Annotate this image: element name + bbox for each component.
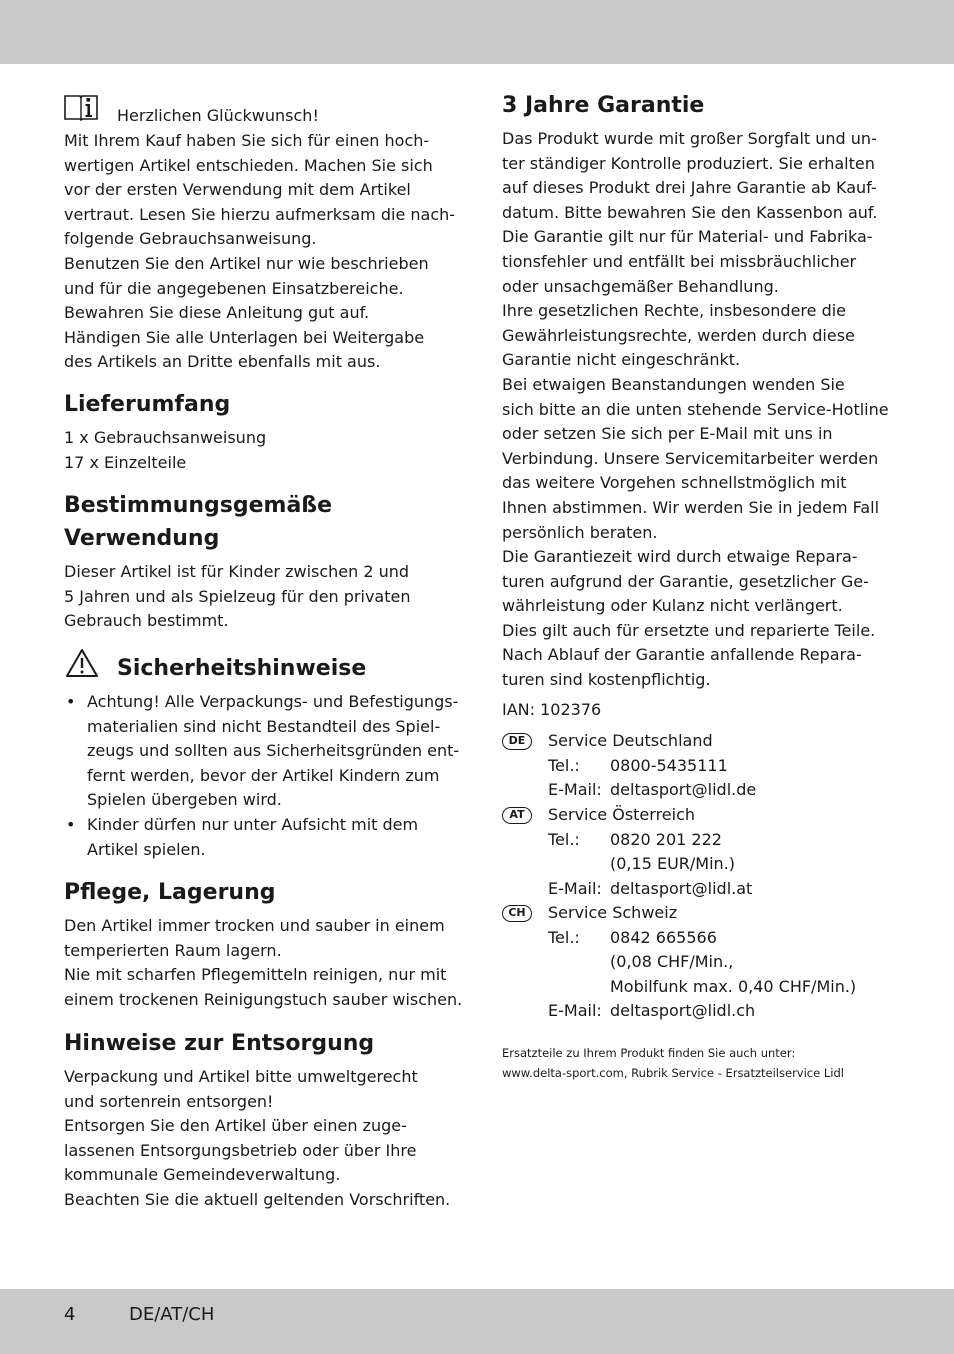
text-line: Ihre gesetzlichen Rechte, insbesondere die	[502, 301, 847, 321]
text-line: materialien sind nicht Bestandteil des Spiel-	[87, 716, 441, 736]
tel-label: Tel.:	[548, 927, 580, 947]
tel-label: Tel.:	[548, 755, 580, 775]
sicherheit-list	[64, 690, 459, 862]
tel-rate-mobile: Mobilfunk max. 0,40 CHF/Min.)	[610, 976, 857, 996]
heading-line: Bestimmungsgemäße	[64, 493, 333, 518]
text-line: vor der ersten Verwendung mit dem Artikel	[64, 180, 411, 200]
text-line: und für die angegebenen Einsatzbereiche.	[64, 278, 404, 298]
text-line: Benutzen Sie den Artikel nur wie beschrieben	[64, 253, 429, 273]
list-item	[64, 813, 459, 862]
tel-number: 0820 201 222	[610, 829, 722, 849]
entsorgung-heading: Hinweise zur Entsorgung	[64, 1031, 375, 1056]
list-item	[64, 690, 459, 813]
text-line: Verbindung. Unsere Servicemitarbeiter werden	[502, 448, 879, 468]
text-line: folgende Gebrauchsanweisung.	[64, 229, 317, 249]
tel-label: Tel.:	[548, 829, 580, 849]
text-line: Garantie nicht eingeschränkt.	[502, 350, 741, 370]
service-de-block	[502, 729, 902, 803]
service-name: Service Deutschland	[548, 731, 713, 750]
mail-address[interactable]: deltasport@lidl.at	[610, 878, 753, 898]
text-line: Verpackung und Artikel bitte umweltgerecht	[64, 1067, 418, 1086]
mail-address[interactable]: deltasport@lidl.ch	[610, 1001, 756, 1020]
text-line: Artikel spielen.	[87, 839, 206, 859]
intro-text	[64, 129, 455, 375]
mail-label: E-Mail:	[548, 878, 602, 898]
verwendung-text	[64, 560, 410, 634]
text-line: Bei etwaigen Beanstandungen wenden Sie	[502, 374, 845, 394]
text-line: Gewährleistungsrechte, werden durch diese	[502, 325, 855, 345]
pflege-heading: Pflege, Lagerung	[64, 880, 276, 905]
text-line: tionsfehler und entfällt bei missbräuchlicher	[502, 251, 857, 271]
top-band	[0, 0, 954, 64]
entsorgung-text	[64, 1065, 450, 1213]
text-line: ter ständiger Kontrolle produziert. Sie erhalten	[502, 153, 875, 173]
lieferumfang-list	[64, 426, 266, 475]
text-line: sich bitte an die unten stehende Service-Hotline	[502, 399, 889, 419]
text-line: 1 x Gebrauchsanweisung	[64, 428, 267, 447]
text-line: Ersatzteile zu Ihrem Produkt finden Sie auch unter:	[502, 1046, 796, 1060]
tel-rate: (0,08 CHF/Min.,	[610, 952, 734, 971]
country-badge-at: AT	[502, 807, 532, 824]
text-line: turen sind kostenpflichtig.	[502, 670, 711, 690]
text-line: Bewahren Sie diese Anleitung gut auf.	[64, 303, 370, 323]
text-line: einem trockenen Reinigungstuch sauber wischen.	[64, 989, 463, 1009]
text-line: fernt werden, bevor der Artikel Kindern zum	[87, 765, 440, 785]
text-line: Entsorgen Sie den Artikel über einen zuge-	[64, 1116, 407, 1136]
footer-band	[0, 1289, 954, 1354]
warning-triangle-icon	[65, 648, 99, 678]
lieferumfang-heading: Lieferumfang	[64, 392, 231, 417]
text-line: Spielen übergeben wird.	[87, 790, 282, 810]
mail-label: E-Mail:	[548, 780, 602, 799]
mail-address[interactable]: deltasport@lidl.de	[610, 780, 757, 799]
service-name: Service Österreich	[548, 805, 696, 824]
text-line: Den Artikel immer trocken und sauber in einem	[64, 916, 445, 935]
text-line: Dieser Artikel ist für Kinder zwischen 2 und	[64, 562, 410, 581]
text-line: wertigen Artikel entschieden. Machen Sie sich	[64, 155, 433, 175]
text-line: datum. Bitte bewahren Sie den Kassenbon auf.	[502, 202, 878, 222]
language-codes: DE/AT/CH	[129, 1304, 215, 1325]
text-line: kommunale Gemeindeverwaltung.	[64, 1165, 341, 1185]
verwendung-heading	[64, 489, 332, 555]
text-line: Nie mit scharfen Pflegemitteln reinigen, nur mit	[64, 965, 447, 985]
text-line: Händigen Sie alle Unterlagen bei Weitergabe	[64, 327, 425, 347]
text-line: 5 Jahren und als Spielzeug für den privaten	[64, 586, 411, 606]
text-line: des Artikels an Dritte ebenfalls mit aus.	[64, 352, 381, 372]
text-line: Mit Ihrem Kauf haben Sie sich für einen hoch-	[64, 131, 430, 150]
page-number: 4	[64, 1304, 76, 1325]
text-line: Gebrauch bestimmt.	[64, 611, 229, 631]
text-line: 17 x Einzelteile	[64, 452, 187, 472]
ersatzteile-note	[502, 1044, 844, 1083]
info-book-icon	[64, 93, 98, 121]
ersatzteile-link[interactable]: www.delta-sport.com, Rubrik Service - Ersatzteilservice Lidl	[502, 1065, 844, 1080]
tel-number: 0842 665566	[610, 927, 717, 947]
text-line: währleistung oder Kulanz nicht verlängert.	[502, 596, 843, 616]
text-line: zeugs und sollten aus Sicherheitsgründen ent-	[87, 741, 460, 761]
text-line: oder setzen Sie sich per E-Mail mit uns in	[502, 424, 833, 444]
heading-line: Verwendung	[64, 526, 220, 551]
pflege-text	[64, 914, 462, 1012]
text-line: persönlich beraten.	[502, 522, 658, 542]
text-line: oder unsachgemäßer Behandlung.	[502, 276, 779, 296]
garantie-heading: 3 Jahre Garantie	[502, 93, 705, 118]
sicherheit-heading: Sicherheitshinweise	[117, 656, 367, 681]
tel-number: 0800-5435111	[610, 755, 728, 775]
intro-greeting: Herzlichen Glückwunsch!	[117, 106, 319, 125]
text-line: turen aufgrund der Garantie, gesetzlicher Ge-	[502, 571, 869, 591]
text-line: Ihnen abstimmen. Wir werden Sie in jedem Fall	[502, 497, 880, 517]
ian-number: IAN: 102376	[502, 700, 602, 719]
text-line: auf dieses Produkt drei Jahre Garantie ab Kauf-	[502, 178, 877, 198]
text-line: Nach Ablauf der Garantie anfallende Repara-	[502, 645, 862, 665]
country-badge-de: DE	[502, 733, 532, 750]
country-badge-ch: CH	[502, 905, 532, 922]
text-line: Dies gilt auch für ersetzte und reparierte Teile.	[502, 620, 876, 640]
text-line: • Kinder dürfen nur unter Aufsicht mit dem	[87, 814, 419, 834]
text-line: Beachten Sie die aktuell geltenden Vorschriften.	[64, 1189, 451, 1209]
text-line: lassenen Entsorgungsbetrieb oder über Ihre	[64, 1140, 417, 1160]
text-line: temperierten Raum lagern.	[64, 940, 282, 960]
text-line: das weitere Vorgehen schnellstmöglich mit	[502, 473, 847, 493]
service-name: Service Schweiz	[548, 903, 678, 922]
text-line: und sortenrein entsorgen!	[64, 1091, 274, 1111]
service-at-block	[502, 803, 902, 901]
text-line: Die Garantie gilt nur für Material- und Fabrika-	[502, 227, 873, 247]
mail-label: E-Mail:	[548, 1001, 602, 1020]
tel-rate: (0,15 EUR/Min.)	[610, 854, 735, 873]
text-line: • Achtung! Alle Verpackungs- und Befestigungs-	[87, 692, 459, 711]
text-line: vertraut. Lesen Sie hierzu aufmerksam die nach-	[64, 204, 456, 224]
garantie-text	[502, 127, 889, 693]
text-line: Die Garantiezeit wird durch etwaige Repara-	[502, 547, 858, 567]
text-line: Das Produkt wurde mit großer Sorgfalt und un-	[502, 129, 877, 148]
service-ch-block	[502, 901, 902, 1024]
